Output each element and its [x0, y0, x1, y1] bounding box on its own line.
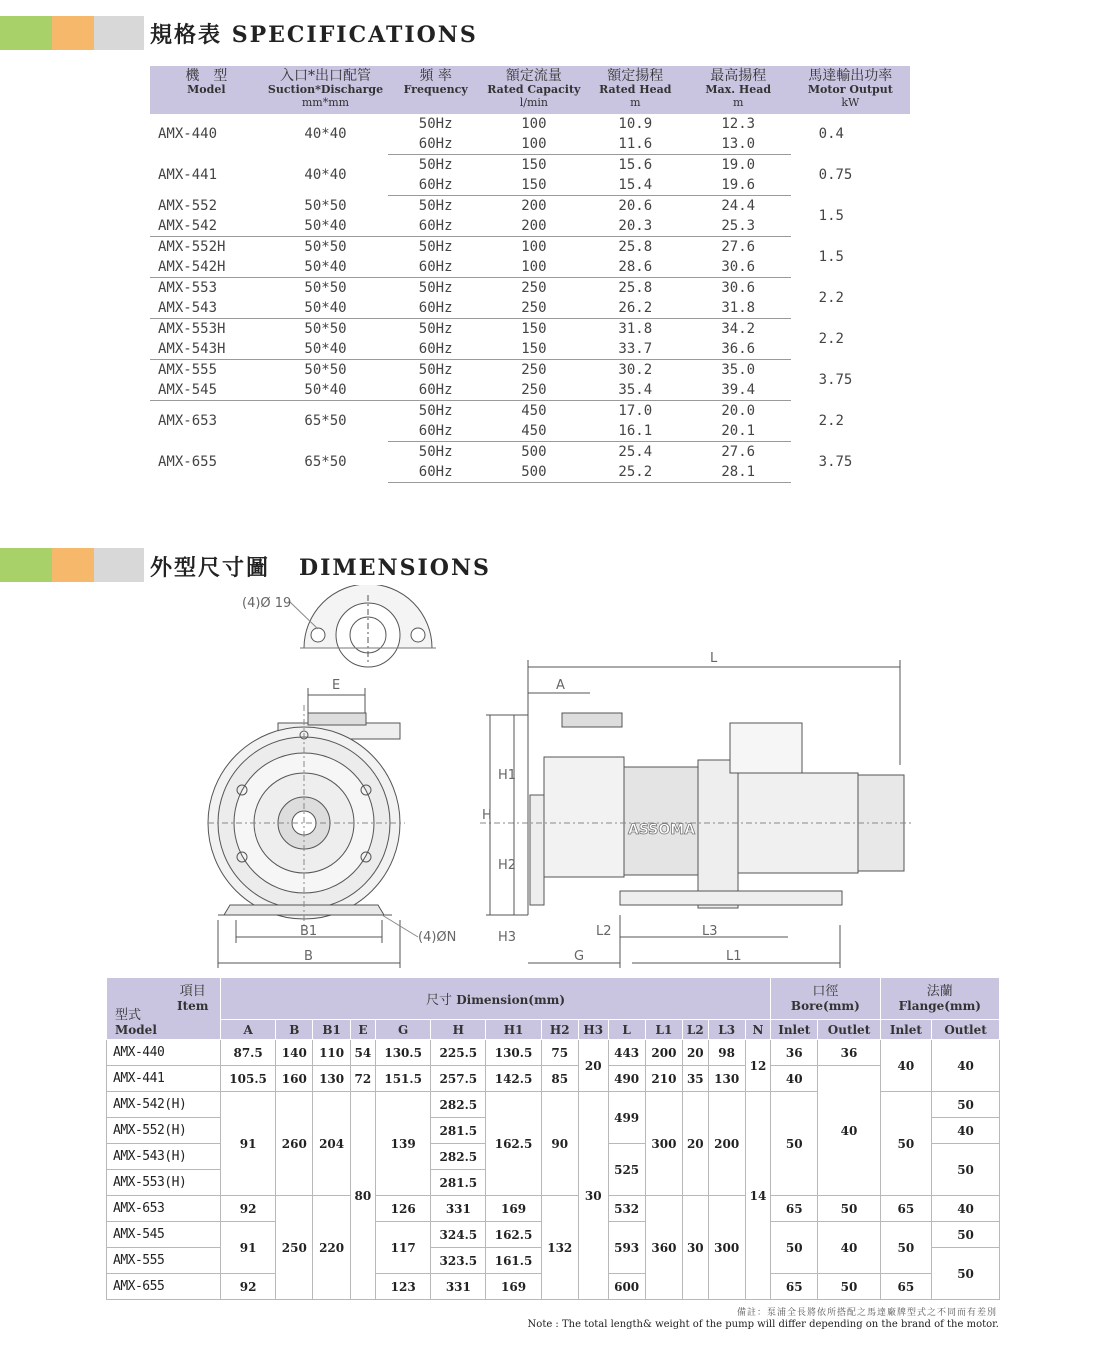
- spec-cell-freq: 60Hz: [388, 298, 483, 319]
- dim-cell-g: 117: [376, 1222, 431, 1274]
- specifications-table: [150, 66, 910, 483]
- dim-cell-l: 525: [608, 1144, 645, 1196]
- spec-cell-cap: 200: [521, 198, 547, 214]
- dim-cell-bo: 36: [818, 1040, 880, 1066]
- dim-col-header: A: [221, 1020, 276, 1040]
- dim-cell-bo: 40: [818, 1066, 880, 1196]
- dim-cell-h: 225.5: [431, 1040, 486, 1066]
- spec-row: [150, 155, 910, 176]
- spec-cell-max: 19.0: [721, 157, 756, 173]
- dim-cell-l3: 200: [708, 1092, 745, 1196]
- spec-header-motor: 馬達輸出功率 Motor Output kW: [791, 66, 910, 114]
- dim-cell-b1: 220: [313, 1196, 350, 1300]
- spec-cell-pipe: 50*50: [304, 197, 347, 214]
- dim-label-L: L: [710, 651, 718, 666]
- dim-cell-h1: 169: [486, 1274, 541, 1300]
- dim-header-dimension: 尺寸 Dimension(mm): [221, 978, 771, 1020]
- dim-col-header: Inlet: [771, 1020, 818, 1040]
- dim-cell-bi: 50: [771, 1092, 818, 1196]
- dim-cell-l3: 98: [708, 1040, 745, 1066]
- dim-cell-l: 490: [608, 1066, 645, 1092]
- spec-cell-cap: 100: [483, 134, 585, 155]
- dim-col-header: Outlet: [818, 1020, 880, 1040]
- dim-label-L1: L1: [726, 949, 742, 964]
- spec-cell-models: AMX-655: [158, 454, 218, 470]
- spec-cell-head: 25.4: [618, 444, 653, 460]
- spec-cell-max: 28.1: [686, 462, 791, 483]
- dim-model-cell: AMX-545: [107, 1222, 221, 1248]
- spec-cell-pipe: 50*40: [263, 257, 389, 278]
- spec-row: [150, 237, 910, 258]
- spec-cell-head: 28.6: [585, 257, 686, 278]
- spec-cell-head: 31.8: [618, 321, 653, 337]
- spec-cell-kw: 3.75: [818, 372, 853, 388]
- spec-cell-cap: 250: [483, 380, 585, 401]
- dim-cell-l2: 30: [683, 1196, 708, 1300]
- spec-cell-pipe: 50*40: [263, 339, 389, 360]
- dim-cell-h: 282.5: [431, 1144, 486, 1170]
- spec-cell-pipe: 50*40: [263, 216, 389, 237]
- spec-cell-pipe: 40*40: [304, 167, 347, 183]
- spec-cell-max: 25.3: [686, 216, 791, 237]
- dim-cell-l: 443: [608, 1040, 645, 1066]
- flange-hole-label: (4)Ø 19: [242, 596, 292, 611]
- dim-cell-h: 281.5: [431, 1170, 486, 1196]
- dim-cell-fi: 50: [880, 1222, 932, 1274]
- dim-col-header: L2: [683, 1020, 708, 1040]
- specs-title: 規格表 SPECIFICATIONS: [150, 22, 478, 48]
- dim-row: [107, 1066, 1000, 1092]
- spec-cell-freq: 60Hz: [388, 134, 483, 155]
- spec-cell-max: 27.6: [721, 444, 756, 460]
- dim-cell-b: 160: [276, 1066, 313, 1092]
- spec-cell-pipe: 50*50: [304, 280, 347, 296]
- spec-cell-kw: 2.2: [818, 331, 844, 347]
- flange-top-view: [290, 585, 436, 667]
- dim-cell-h: 282.5: [431, 1092, 486, 1118]
- dim-cell-l1: 360: [645, 1196, 682, 1300]
- spec-row: [150, 442, 910, 463]
- spec-cell-models: AMX-440: [158, 126, 218, 143]
- spec-cell-max: 31.8: [686, 298, 791, 319]
- dim-cell-h2: 90: [541, 1092, 578, 1196]
- spec-cell-models: AMX-555: [158, 362, 218, 378]
- spec-cell-head: 15.6: [618, 157, 653, 173]
- dim-col-header: G: [376, 1020, 431, 1040]
- dim-cell-h2: 75: [541, 1040, 578, 1066]
- dim-label-L3: L3: [702, 924, 718, 939]
- spec-cell-kw: 1.5: [818, 249, 844, 265]
- dim-model-cell: AMX-542(H): [107, 1092, 221, 1118]
- dim-cell-l2: 20: [683, 1040, 708, 1066]
- dim-cell-h1: 161.5: [486, 1248, 541, 1274]
- spec-cell-freq: 50Hz: [418, 198, 453, 214]
- dim-cell-fo: 40: [932, 1196, 1000, 1222]
- dim-cell-n: 12: [745, 1040, 770, 1092]
- spec-cell-cap: 250: [483, 298, 585, 319]
- dim-col-header: H1: [486, 1020, 541, 1040]
- spec-cell-freq: 60Hz: [388, 380, 483, 401]
- dim-col-header: Inlet: [880, 1020, 932, 1040]
- dim-model-cell: AMX-553(H): [107, 1170, 221, 1196]
- dim-cell-a: 92: [221, 1196, 276, 1222]
- spec-cell-freq: 50Hz: [418, 403, 453, 419]
- spec-cell-models: AMX-653: [158, 413, 218, 430]
- dim-model-cell: AMX-440: [107, 1040, 221, 1066]
- spec-cell-head: 25.8: [618, 280, 653, 296]
- dim-label-A: A: [556, 678, 565, 693]
- spec-row: [150, 319, 910, 340]
- dim-header-corner: 項目 Item 型式 Model: [107, 978, 221, 1040]
- dim-model-cell: AMX-441: [107, 1066, 221, 1092]
- dim-cell-h1: 162.5: [486, 1222, 541, 1248]
- spec-cell-models: AMX-441: [158, 167, 218, 183]
- spec-cell-cap: 200: [483, 216, 585, 237]
- spec-cell-max: 36.6: [686, 339, 791, 360]
- spec-cell-models: AMX-553: [158, 280, 218, 296]
- spec-cell-cap: 150: [521, 321, 547, 337]
- spec-cell-pipe: 50*50: [304, 321, 347, 337]
- spec-cell-pipe: 50*50: [304, 362, 347, 378]
- spec-cell-models: AMX-552H: [158, 239, 226, 255]
- dim-cell-l: 499: [608, 1092, 645, 1144]
- spec-cell-models: AMX-545: [150, 380, 263, 401]
- spec-cell-freq: 50Hz: [418, 116, 453, 132]
- dim-cell-a: 91: [221, 1222, 276, 1274]
- spec-cell-head: 35.4: [585, 380, 686, 401]
- spec-cell-kw: 0.4: [818, 126, 844, 143]
- spec-row: [150, 278, 910, 299]
- spec-cell-pipe: 40*40: [304, 126, 347, 143]
- dim-cell-fo: 50: [932, 1092, 1000, 1118]
- note-chinese: 備註：泵浦全長將依所搭配之馬達廠牌型式之不同而有差別: [736, 1308, 997, 1318]
- spec-cell-kw: 3.75: [818, 454, 853, 470]
- dim-label-G: G: [574, 949, 585, 964]
- spec-cell-cap: 250: [521, 362, 547, 378]
- dim-cell-l1: 210: [645, 1066, 682, 1092]
- dim-cell-fo: 50: [932, 1248, 1000, 1300]
- spec-cell-max: 20.0: [721, 403, 756, 419]
- spec-cell-pipe: 65*50: [304, 454, 347, 470]
- brand-logo-text: ASSOMA: [628, 822, 696, 838]
- dim-label-B1: B1: [300, 924, 318, 939]
- spec-cell-max: 19.6: [686, 175, 791, 196]
- spec-cell-models: AMX-542H: [150, 257, 263, 278]
- spec-cell-models: AMX-543H: [150, 339, 263, 360]
- spec-cell-kw: 0.75: [818, 167, 853, 183]
- spec-cell-models: AMX-552: [158, 197, 218, 214]
- dim-cell-g: 126: [376, 1196, 431, 1222]
- dim-col-header: B: [276, 1020, 313, 1040]
- spec-cell-cap: 150: [483, 175, 585, 196]
- spec-cell-head: 15.4: [585, 175, 686, 196]
- dim-cell-l3: 300: [708, 1196, 745, 1300]
- dim-col-header: H2: [541, 1020, 578, 1040]
- spec-header-model: 機 型 Model: [150, 66, 263, 114]
- dim-col-header: Outlet: [932, 1020, 1000, 1040]
- spec-cell-head: 26.2: [585, 298, 686, 319]
- spec-cell-head: 30.2: [618, 362, 653, 378]
- spec-cell-pipe: 50*40: [263, 298, 389, 319]
- dim-cell-bo: 50: [818, 1274, 880, 1300]
- dim-model-cell: AMX-653: [107, 1196, 221, 1222]
- dim-cell-fi: 65: [880, 1274, 932, 1300]
- dim-cell-e: 80: [350, 1092, 375, 1300]
- dim-cell-h3: 20: [578, 1040, 608, 1092]
- spec-cell-pipe: 50*40: [263, 380, 389, 401]
- spec-cell-freq: 60Hz: [388, 421, 483, 442]
- dim-cell-b1: 110: [313, 1040, 350, 1066]
- dim-label-L2: L2: [596, 924, 612, 939]
- spec-cell-head: 16.1: [585, 421, 686, 442]
- dim-cell-n: 14: [745, 1092, 770, 1300]
- spec-cell-head: 25.8: [618, 239, 653, 255]
- spec-cell-models: AMX-543: [150, 298, 263, 319]
- spec-cell-max: 30.6: [686, 257, 791, 278]
- dim-cell-bo: 50: [818, 1196, 880, 1222]
- dim-cell-fi: 65: [880, 1196, 932, 1222]
- dim-col-header: L1: [645, 1020, 682, 1040]
- dim-cell-bo: 40: [818, 1222, 880, 1274]
- spec-cell-freq: 60Hz: [388, 257, 483, 278]
- spec-header-pipe: 入口*出口配管 Suction*Discharge mm*mm: [263, 66, 389, 114]
- dim-cell-fi: 50: [880, 1092, 932, 1196]
- spec-cell-max: 30.6: [721, 280, 756, 296]
- dim-cell-a: 105.5: [221, 1066, 276, 1092]
- dim-cell-e: 72: [350, 1066, 375, 1092]
- spec-cell-freq: 50Hz: [418, 444, 453, 460]
- dim-col-header: B1: [313, 1020, 350, 1040]
- dim-col-header: N: [745, 1020, 770, 1040]
- dim-cell-fi: 40: [880, 1040, 932, 1092]
- spec-cell-head: 20.6: [618, 198, 653, 214]
- dim-cell-b: 140: [276, 1040, 313, 1066]
- dim-label-H1: H1: [498, 768, 517, 783]
- dim-cell-h1: 169: [486, 1196, 541, 1222]
- dim-cell-fo: 40: [932, 1040, 1000, 1092]
- spec-cell-cap: 500: [483, 462, 585, 483]
- dim-col-header: L3: [708, 1020, 745, 1040]
- spec-cell-freq: 50Hz: [418, 157, 453, 173]
- spec-row: [150, 114, 910, 134]
- dim-cell-b1: 204: [313, 1092, 350, 1196]
- spec-cell-max: 20.1: [686, 421, 791, 442]
- spec-cell-freq: 50Hz: [418, 321, 453, 337]
- spec-cell-pipe: 50*50: [304, 239, 347, 255]
- dim-cell-e: 54: [350, 1040, 375, 1066]
- dim-cell-b: 260: [276, 1092, 313, 1196]
- dim-label-N: (4)ØN: [418, 930, 457, 945]
- spec-cell-cap: 250: [521, 280, 547, 296]
- dim-row: [107, 1040, 1000, 1066]
- spec-cell-freq: 50Hz: [418, 280, 453, 296]
- spec-cell-cap: 150: [521, 157, 547, 173]
- dim-cell-g: 139: [376, 1092, 431, 1196]
- dim-cell-bi: 50: [771, 1222, 818, 1274]
- dim-cell-a: 87.5: [221, 1040, 276, 1066]
- spec-cell-max: 24.4: [721, 198, 756, 214]
- dim-cell-bi: 40: [771, 1066, 818, 1092]
- spec-row: [150, 196, 910, 217]
- spec-header-head: 額定揚程 Rated Head m: [585, 66, 686, 114]
- spec-cell-models: AMX-553H: [158, 321, 226, 337]
- pump-dimension-drawing: [200, 585, 920, 970]
- dim-cell-g: 123: [376, 1274, 431, 1300]
- dim-cell-fo: 50: [932, 1144, 1000, 1196]
- dim-cell-g: 151.5: [376, 1066, 431, 1092]
- dim-model-cell: AMX-543(H): [107, 1144, 221, 1170]
- spec-cell-max: 13.0: [686, 134, 791, 155]
- dim-model-cell: AMX-655: [107, 1274, 221, 1300]
- dim-cell-l1: 200: [645, 1040, 682, 1066]
- spec-cell-head: 17.0: [618, 403, 653, 419]
- dim-col-header: H3: [578, 1020, 608, 1040]
- dim-cell-h: 331: [431, 1274, 486, 1300]
- spec-cell-head: 20.3: [585, 216, 686, 237]
- spec-cell-max: 34.2: [721, 321, 756, 337]
- dimensions-table: [106, 977, 1000, 1300]
- dim-cell-h: 281.5: [431, 1118, 486, 1144]
- dim-col-header: L: [608, 1020, 645, 1040]
- dim-header-flange: 法蘭 Flange(mm): [880, 978, 999, 1020]
- dim-cell-l: 593: [608, 1222, 645, 1274]
- dim-cell-l1: 300: [645, 1092, 682, 1196]
- dim-cell-h1: 130.5: [486, 1040, 541, 1066]
- dim-cell-h: 323.5: [431, 1248, 486, 1274]
- spec-cell-head: 33.7: [585, 339, 686, 360]
- dim-cell-h: 324.5: [431, 1222, 486, 1248]
- spec-cell-head: 10.9: [618, 116, 653, 132]
- dim-label-E: E: [332, 678, 341, 693]
- spec-row: [150, 360, 910, 381]
- spec-cell-freq: 60Hz: [388, 216, 483, 237]
- spec-cell-models: AMX-542: [150, 216, 263, 237]
- spec-cell-freq: 50Hz: [418, 239, 453, 255]
- dim-cell-l: 532: [608, 1196, 645, 1222]
- dim-cell-fo: 40: [932, 1118, 1000, 1144]
- dim-model-cell: AMX-552(H): [107, 1118, 221, 1144]
- dim-col-header: H: [431, 1020, 486, 1040]
- dim-cell-fo: 50: [932, 1222, 1000, 1248]
- spec-cell-cap: 100: [521, 239, 547, 255]
- dim-cell-l2: 35: [683, 1066, 708, 1092]
- dim-cell-h2: 132: [541, 1196, 578, 1300]
- dim-cell-h: 257.5: [431, 1066, 486, 1092]
- spec-cell-kw: 2.2: [818, 290, 844, 306]
- dim-label-H3: H3: [498, 930, 517, 945]
- spec-cell-max: 27.6: [721, 239, 756, 255]
- dim-cell-g: 130.5: [376, 1040, 431, 1066]
- dim-cell-b1: 130: [313, 1066, 350, 1092]
- dimensions-title: 外型尺寸圖 DIMENSIONS: [150, 555, 491, 581]
- dim-cell-l3: 130: [708, 1066, 745, 1092]
- spec-cell-freq: 50Hz: [418, 362, 453, 378]
- spec-cell-max: 12.3: [721, 116, 756, 132]
- dim-cell-bi: 65: [771, 1274, 818, 1300]
- spec-cell-kw: 2.2: [818, 413, 844, 429]
- spec-header-frequency: 頻 率 Frequency: [388, 66, 483, 114]
- spec-cell-head: 11.6: [585, 134, 686, 155]
- spec-cell-freq: 60Hz: [388, 175, 483, 196]
- dim-cell-h: 331: [431, 1196, 486, 1222]
- spec-row: [150, 401, 910, 422]
- dim-cell-h2: 85: [541, 1066, 578, 1092]
- dim-cell-h3: 30: [578, 1092, 608, 1300]
- dim-cell-b: 250: [276, 1196, 313, 1300]
- dim-cell-bi: 65: [771, 1196, 818, 1222]
- dim-cell-a: 92: [221, 1274, 276, 1300]
- spec-cell-kw: 1.5: [818, 208, 844, 224]
- spec-cell-cap: 500: [521, 444, 547, 460]
- spec-header-maxhead: 最高揚程 Max. Head m: [686, 66, 791, 114]
- dim-label-H2: H2: [498, 858, 517, 873]
- note-english: Note : The total length& weight of the pump will differ depending on the brand of the motor.: [527, 1319, 999, 1330]
- spec-cell-pipe: 65*50: [304, 413, 347, 430]
- dim-cell-bi: 36: [771, 1040, 818, 1066]
- spec-cell-cap: 450: [521, 403, 547, 419]
- spec-cell-freq: 60Hz: [388, 462, 483, 483]
- dim-model-cell: AMX-555: [107, 1248, 221, 1274]
- dim-cell-h1: 162.5: [486, 1092, 541, 1196]
- dim-cell-l: 600: [608, 1274, 645, 1300]
- spec-cell-head: 25.2: [585, 462, 686, 483]
- pump-side-view: [480, 660, 912, 968]
- spec-cell-max: 39.4: [686, 380, 791, 401]
- dim-cell-l2: 20: [683, 1092, 708, 1196]
- dim-header-bore: 口徑 Bore(mm): [771, 978, 881, 1020]
- dim-cell-a: 91: [221, 1092, 276, 1196]
- spec-header-capacity: 額定流量 Rated Capacity l/min: [483, 66, 585, 114]
- dim-label-B: B: [304, 949, 313, 964]
- dim-cell-h1: 142.5: [486, 1066, 541, 1092]
- spec-cell-cap: 150: [483, 339, 585, 360]
- dim-label-H: H: [482, 808, 492, 823]
- spec-cell-freq: 60Hz: [388, 339, 483, 360]
- spec-cell-max: 35.0: [721, 362, 756, 378]
- dim-row: [107, 1196, 1000, 1222]
- spec-cell-cap: 100: [483, 257, 585, 278]
- spec-cell-cap: 100: [521, 116, 547, 132]
- dim-col-header: E: [350, 1020, 375, 1040]
- spec-cell-cap: 450: [483, 421, 585, 442]
